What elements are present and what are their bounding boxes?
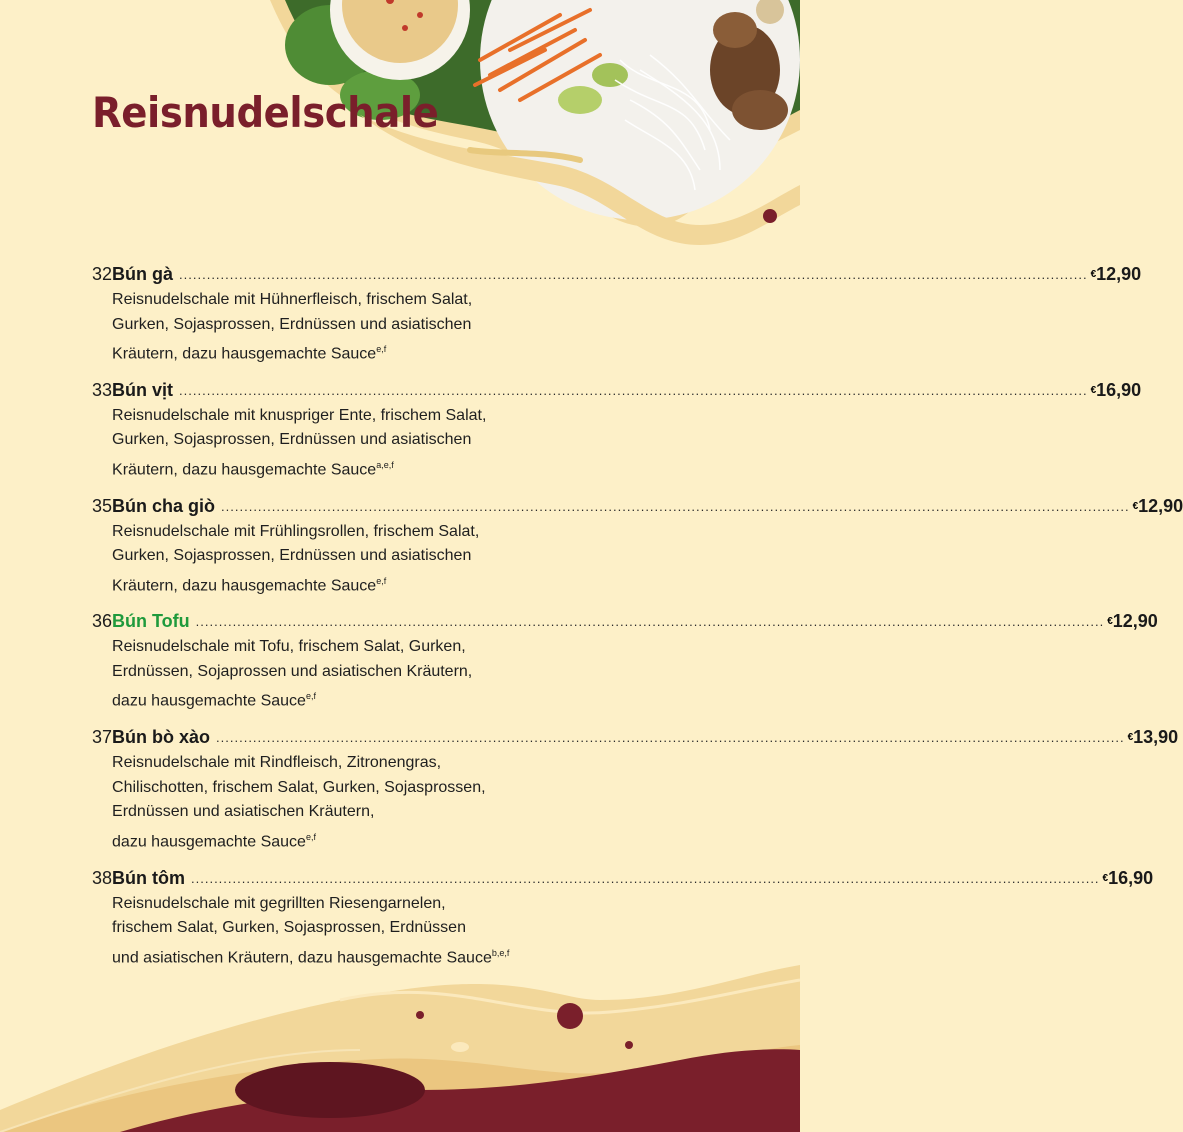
item-body — [112, 262, 1141, 367]
item-name: Bún gà — [112, 264, 174, 284]
item-price — [1128, 725, 1179, 751]
description-line: Erdnüssen und asiatischen Kräutern, — [112, 803, 375, 821]
description-line: Gurken, Sojasprossen, Erdnüssen und asiatischen — [112, 547, 472, 565]
description-line: dazu hausgemachte Sauce — [112, 833, 306, 851]
menu-item — [92, 378, 1142, 483]
item-body — [112, 378, 1141, 483]
item-body — [112, 494, 1183, 599]
dot-leader — [221, 495, 1130, 519]
menu-item — [92, 725, 1179, 854]
item-header — [112, 494, 1183, 520]
item-name: Bún vịt — [112, 379, 174, 400]
item-description — [112, 635, 532, 714]
price-amount: 12,90 — [1112, 611, 1158, 632]
page-title: Reisnudelschale — [92, 88, 439, 137]
description-line: Kräutern, dazu hausgemachte Sauce — [112, 461, 377, 479]
item-price — [1091, 378, 1142, 404]
description-line: und asiatischen Kräutern, dazu hausgemachte Sauce — [112, 948, 492, 966]
item-number: 37 — [92, 727, 113, 748]
item-description — [112, 520, 532, 599]
item-price — [1091, 262, 1142, 288]
item-description — [112, 288, 532, 367]
description-line: Reisnudelschale mit Rindfleisch, Zitronengras, — [112, 754, 442, 772]
item-name: Bún bò xào — [112, 727, 211, 748]
item-header — [112, 262, 1141, 288]
allergen-codes: e,f — [376, 344, 387, 354]
description-line: Kräutern, dazu hausgemachte Sauce — [112, 345, 377, 363]
menu-item — [92, 494, 1183, 599]
description-line: dazu hausgemachte Sauce — [112, 692, 306, 710]
item-name: Bún cha giò — [112, 495, 216, 516]
currency-symbol: € — [1102, 872, 1109, 884]
item-price — [1133, 494, 1183, 520]
item-header — [112, 725, 1178, 751]
dot-leader — [191, 867, 1100, 891]
description-line: Chilischotten, frischem Salat, Gurken, Sojasprossen, — [112, 778, 486, 796]
dot-leader — [179, 379, 1088, 403]
allergen-codes: e,f — [376, 575, 387, 586]
price-amount: 12,90 — [1096, 264, 1142, 284]
menu-list — [92, 262, 1183, 981]
currency-symbol: € — [1090, 269, 1097, 280]
allergen-codes: e,f — [305, 691, 316, 702]
bottom-wave — [0, 965, 800, 1132]
description-line: Reisnudelschale mit knuspriger Ente, frischem Salat, — [112, 406, 487, 424]
item-price — [1103, 866, 1154, 892]
currency-symbol: € — [1127, 732, 1134, 744]
allergen-codes: b,e,f — [491, 947, 510, 958]
menu-item — [92, 866, 1154, 971]
currency-symbol: € — [1132, 500, 1139, 512]
description-line: Erdnüssen, Sojaprossen und asiatischen Kräutern, — [112, 662, 473, 680]
item-number: 35 — [92, 495, 113, 516]
description-line: Kräutern, dazu hausgemachte Sauce — [112, 576, 377, 594]
dot-leader — [179, 263, 1088, 287]
description-line: Reisnudelschale mit Hühnerfleisch, frischem Salat, — [112, 291, 473, 308]
item-header — [112, 866, 1153, 892]
currency-symbol: € — [1107, 616, 1113, 628]
item-header — [112, 378, 1141, 404]
item-number: 38 — [92, 867, 113, 888]
allergen-codes: e,f — [305, 831, 316, 842]
menu-item — [92, 262, 1142, 367]
item-body — [112, 609, 1158, 714]
description-line: Gurken, Sojasprossen, Erdnüssen und asiatischen — [112, 431, 472, 449]
currency-symbol: € — [1090, 384, 1097, 396]
dot-leader — [216, 726, 1125, 750]
item-number: 33 — [92, 379, 113, 400]
allergen-codes: a,e,f — [376, 459, 394, 470]
item-body — [112, 866, 1153, 971]
item-description — [112, 892, 532, 971]
description-line: Reisnudelschale mit gegrillten Riesengarnelen, — [112, 894, 446, 912]
item-description — [112, 751, 532, 854]
item-number: 32 — [92, 264, 113, 284]
description-line: Reisnudelschale mit Frühlingsrollen, frischem Salat, — [112, 522, 480, 540]
item-number: 36 — [92, 611, 113, 632]
item-price — [1107, 609, 1158, 635]
price-amount: 13,90 — [1133, 727, 1179, 748]
description-line: Gurken, Sojasprossen, Erdnüssen und asiatischen — [112, 315, 472, 333]
dot-leader — [196, 610, 1105, 634]
price-amount: 16,90 — [1108, 867, 1154, 888]
menu-item — [92, 609, 1158, 714]
price-amount: 12,90 — [1138, 495, 1183, 516]
item-name: Bún Tofu — [112, 611, 190, 632]
item-name: Bún tôm — [112, 867, 186, 888]
description-line: frischem Salat, Gurken, Sojasprossen, Erdnüssen — [112, 919, 466, 937]
item-body — [112, 725, 1178, 854]
price-amount: 16,90 — [1096, 379, 1142, 400]
description-line: Reisnudelschale mit Tofu, frischem Salat, Gurken, — [112, 638, 466, 656]
item-header — [112, 609, 1158, 635]
item-description — [112, 404, 532, 483]
